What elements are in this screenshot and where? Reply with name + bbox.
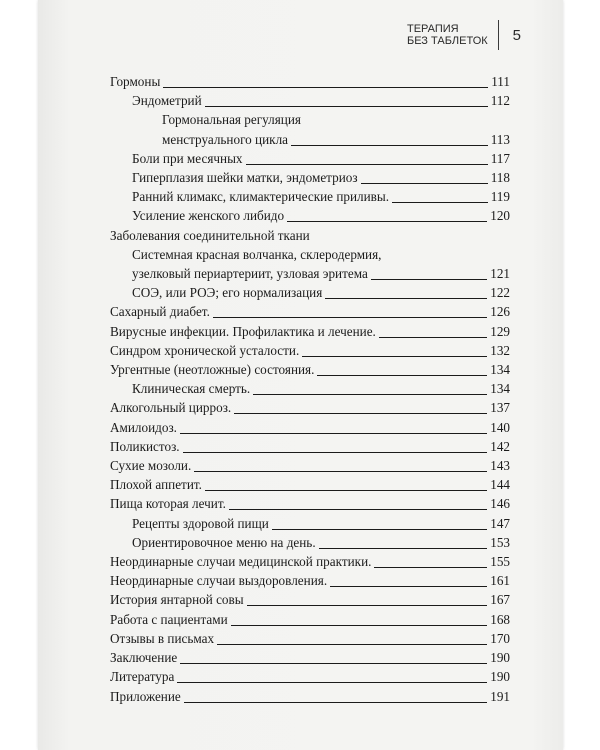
toc-entry-row [132, 283, 510, 302]
toc-entry-title-line1: Системная красная волчанка, склеродермия, [132, 246, 382, 262]
toc-entry-title: Поликистоз. [110, 438, 180, 454]
toc-entry-row [110, 398, 510, 417]
toc-entry-row [132, 91, 510, 110]
toc-entry-page: 134 [490, 362, 510, 378]
toc-entry-title: Ориентировочное меню на день. [132, 534, 316, 550]
toc-entry [110, 610, 510, 629]
toc-entry-title: узелковый периартериит, узловая эритема [132, 266, 368, 282]
book-title-line1: ТЕРАПИЯ [406, 23, 459, 35]
toc-entry [110, 687, 510, 706]
toc-entry-title: Работа с пациентами [110, 611, 228, 627]
toc-entry-page: 190 [490, 650, 510, 666]
toc-entry-title: менструального цикла [162, 131, 289, 147]
toc-entry [110, 590, 510, 609]
dot-leader [253, 394, 487, 395]
toc-entry-page: 168 [490, 611, 510, 627]
toc-entry-title: Плохой аппетит. [110, 477, 202, 493]
toc-entry-page: 140 [490, 419, 510, 435]
toc-entry-row [110, 571, 510, 590]
dot-leader [361, 183, 488, 184]
dot-leader [205, 490, 487, 491]
toc-entry-page: 120 [490, 208, 510, 224]
dot-leader [205, 106, 488, 107]
dot-leader [246, 164, 488, 165]
toc-entry-row [110, 590, 510, 609]
toc-entry-title: Эндометрий [132, 93, 202, 109]
toc-entry-page: 137 [490, 400, 510, 416]
toc-entry-row [110, 648, 510, 667]
dot-leader [317, 375, 487, 376]
dot-leader [272, 529, 487, 530]
toc-entry [110, 667, 510, 686]
dot-leader [163, 87, 488, 88]
toc-entry-title: Ранний климакс, климактерические приливы. [132, 189, 390, 205]
toc-entry-row [132, 514, 510, 533]
toc-entry [132, 533, 510, 552]
toc-entry [132, 379, 510, 398]
toc-entry-title: Алкогольный цирроз. [110, 400, 232, 416]
toc-entry-page: 143 [490, 458, 510, 474]
toc-entry [110, 341, 510, 360]
toc-entry-page: 191 [490, 688, 510, 704]
toc-entry-page: 155 [490, 554, 510, 570]
toc-entry [110, 629, 510, 648]
dot-leader [291, 145, 488, 146]
toc-entry-row [110, 72, 510, 91]
toc-entry-row [132, 206, 510, 225]
toc-entry-title-line1: Гормональная регуляция [162, 112, 301, 128]
toc-entry-page: 144 [490, 477, 510, 493]
toc-entry-row [132, 187, 510, 206]
toc-entry-title: Вирусные инфекции. Профилактика и лечение. [110, 323, 376, 339]
toc-entry [110, 456, 510, 475]
toc-entry-title: Сухие мозоли. [110, 458, 192, 474]
toc-entry-title: Отзывы в письмах [110, 630, 215, 646]
toc-entry [132, 168, 510, 187]
toc-entry [132, 206, 510, 225]
toc-entry-page: 117 [490, 150, 510, 166]
toc-entry-page: 153 [490, 534, 510, 550]
toc-entry-row [110, 456, 510, 475]
toc-entry-row [132, 149, 510, 168]
toc-entry-title: История янтарной совы [110, 592, 244, 608]
toc-entry-row [110, 322, 510, 341]
toc-entry-page: 119 [490, 189, 510, 205]
toc-entry-title: Клиническая смерть. [132, 381, 251, 397]
toc-entry [110, 360, 510, 379]
toc-entry-title: Неординарные случаи медицинской практики. [110, 554, 372, 570]
toc-entry-page: 134 [490, 381, 510, 397]
toc-entry-row [110, 418, 510, 437]
toc-entry-page: 190 [490, 669, 510, 685]
toc-entry-page: 170 [490, 630, 510, 646]
toc-entry [110, 475, 510, 494]
dot-leader [234, 413, 487, 414]
toc-entry-page: 142 [490, 438, 510, 454]
toc-entry [110, 226, 510, 245]
dot-leader [184, 702, 487, 703]
toc-entry [110, 494, 510, 513]
toc-entry-title: Гормоны [110, 74, 161, 89]
toc-entry-title: Ургентные (неотложные) состояния. [110, 362, 315, 378]
dot-leader [330, 586, 487, 587]
toc-entry [132, 514, 510, 533]
toc-entry-row [110, 437, 510, 456]
toc-entry-page: 132 [490, 342, 510, 358]
book-title [407, 23, 498, 47]
dot-leader [247, 605, 488, 606]
toc-entry-page: 126 [490, 304, 510, 320]
toc-entry-title: Боли при месячных [132, 150, 243, 166]
dot-leader [319, 548, 488, 549]
dot-leader [371, 279, 487, 280]
dot-leader [180, 663, 487, 664]
dot-leader [374, 567, 487, 568]
toc-entry [110, 72, 510, 91]
toc-entry-row [110, 552, 510, 571]
dot-leader [325, 298, 487, 299]
toc-entry [110, 437, 510, 456]
toc-entry-title: Пища которая лечит. [110, 496, 226, 512]
toc-entry [110, 552, 510, 571]
toc-entry [162, 110, 510, 148]
toc-entry-row [110, 302, 510, 321]
toc-entry [110, 418, 510, 437]
dot-leader [229, 509, 487, 510]
dot-leader [287, 221, 487, 222]
toc-entry-title: Заключение [110, 650, 178, 666]
toc-entry-row [162, 130, 510, 149]
toc-entry-title: Амилоидоз. [110, 419, 177, 435]
toc-entry-title: Приложение [110, 688, 181, 704]
dot-leader [183, 452, 488, 453]
dot-leader [379, 337, 487, 338]
page-number: 5 [512, 26, 521, 44]
toc-entry [132, 283, 510, 302]
toc-entry-row [110, 475, 510, 494]
toc-entry-title: СОЭ, или РОЭ; его нормализация [132, 285, 323, 301]
dot-leader [194, 471, 487, 472]
toc-entry-title: Неординарные случаи выздоровления. [110, 573, 328, 589]
toc-entry [110, 648, 510, 667]
toc-entry-title: Рецепты здоровой пищи [132, 515, 269, 531]
toc-entry-page: 121 [490, 266, 510, 282]
toc-entry-page: 167 [490, 592, 510, 608]
toc-entry-page: 112 [490, 93, 510, 109]
table-of-contents [110, 72, 510, 706]
toc-entry-page: 118 [490, 170, 510, 186]
toc-entry-row [110, 360, 510, 379]
toc-entry-row [132, 264, 510, 283]
toc-entry-page: 122 [490, 285, 510, 301]
toc-entry [110, 322, 510, 341]
toc-entry [110, 302, 510, 321]
toc-entry-page: 111 [491, 74, 510, 89]
dot-leader [213, 317, 487, 318]
dot-leader [392, 202, 488, 203]
dot-leader [217, 644, 487, 645]
toc-entry [132, 149, 510, 168]
toc-entry-row [110, 341, 510, 360]
toc-entry [110, 571, 510, 590]
toc-entry-row [132, 379, 510, 398]
toc-entry [132, 245, 510, 283]
toc-entry [132, 91, 510, 110]
toc-entry-page: 113 [490, 131, 510, 147]
toc-entry-row [110, 226, 510, 245]
toc-entry [132, 187, 510, 206]
running-header [407, 18, 521, 52]
toc-entry-row [132, 168, 510, 187]
toc-entry-row [132, 533, 510, 552]
toc-entry-row [110, 687, 510, 706]
toc-entry-row [110, 610, 510, 629]
toc-entry-title: Усиление женского либидо [132, 208, 285, 224]
toc-entry-row [110, 629, 510, 648]
toc-entry-title: Синдром хронической усталости. [110, 342, 300, 358]
toc-entry-page: 161 [490, 573, 510, 589]
book-title-line2: БЕЗ ТАБЛЕТОК [406, 35, 488, 47]
dot-leader [302, 356, 487, 357]
toc-entry [110, 398, 510, 417]
toc-entry-row [110, 667, 510, 686]
toc-entry-row [110, 494, 510, 513]
toc-entry-title: Сахарный диабет. [110, 304, 210, 320]
toc-entry-page: 129 [490, 323, 510, 339]
toc-entry-page: 146 [490, 496, 510, 512]
toc-entry-title: Гиперплазия шейки матки, эндометриоз [132, 170, 358, 186]
book-page [38, 0, 563, 750]
dot-leader [180, 433, 487, 434]
dot-leader [231, 625, 488, 626]
toc-entry-title: Литература [110, 669, 175, 685]
toc-entry-title: Заболевания соединительной ткани [110, 227, 310, 243]
toc-entry-page: 147 [490, 515, 510, 531]
dot-leader [177, 682, 487, 683]
